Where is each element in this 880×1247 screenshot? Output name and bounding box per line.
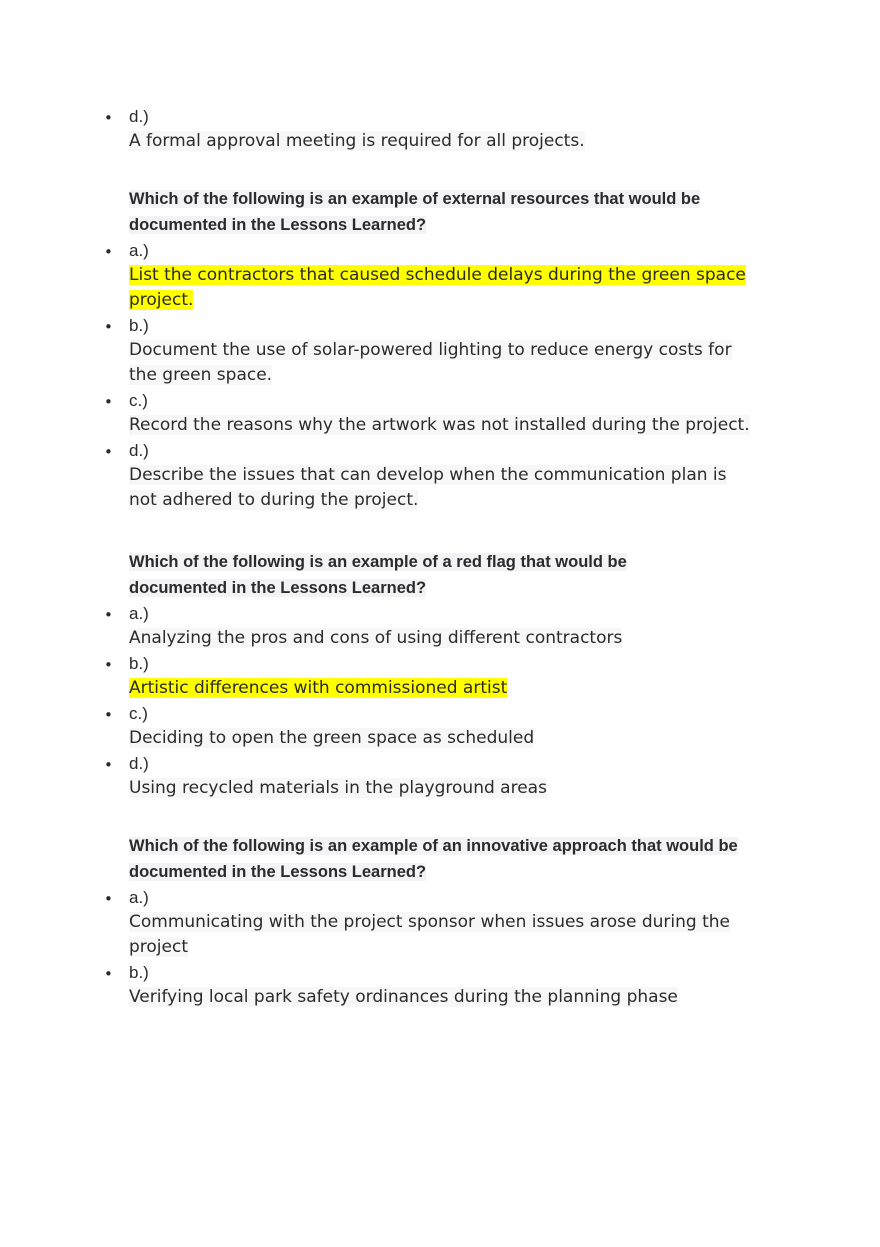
bullet-icon: • (104, 243, 113, 261)
question-block (104, 549, 754, 801)
question-block (104, 186, 754, 513)
option-text: Using recycled materials in the playground areas (129, 778, 547, 798)
question-block (104, 833, 754, 1010)
bullet-icon: • (104, 706, 113, 724)
option-text: Record the reasons why the artwork was not installed during the project. (129, 415, 750, 435)
option-letter: a.) (129, 604, 149, 623)
bullet-icon: • (104, 890, 113, 908)
option-text: Deciding to open the green space as scheduled (129, 728, 535, 748)
option-letter: d.) (129, 441, 149, 460)
list-item (104, 438, 754, 513)
list-item (104, 238, 754, 313)
quiz-content (104, 104, 754, 1010)
option-text: Analyzing the pros and cons of using different contractors (129, 628, 623, 648)
bullet-icon: • (104, 443, 113, 461)
list-item (104, 960, 754, 1010)
question-text: Which of the following is an example of external resources that would be documented in the Lessons Learned? (129, 190, 701, 234)
option-text: Communicating with the project sponsor when issues arose during the project (129, 912, 730, 957)
bullet-icon: • (104, 393, 113, 411)
question-text: Which of the following is an example of a red flag that would be documented in the Lessons Learned? (129, 553, 627, 597)
option-text: Describe the issues that can develop when the communication plan is not adhered to during the project. (129, 465, 727, 510)
option-letter: c.) (129, 391, 148, 410)
option-letter: b.) (129, 316, 149, 335)
option-letter: b.) (129, 654, 149, 673)
option-letter: d.) (129, 754, 149, 773)
bullet-icon: • (104, 606, 113, 624)
option-letter: a.) (129, 241, 149, 260)
option-text: Verifying local park safety ordinances during the planning phase (129, 987, 678, 1007)
list-item (104, 601, 754, 651)
list-item (104, 751, 754, 801)
list-item (104, 701, 754, 751)
option-text-highlighted: List the contractors that caused schedule delays during the green space project. (129, 265, 746, 310)
list-item (104, 651, 754, 701)
bullet-icon: • (104, 965, 113, 983)
list-item (104, 104, 754, 154)
question-text: Which of the following is an example of an innovative approach that would be documented in the Lessons Learned? (129, 837, 738, 881)
list-item (104, 313, 754, 388)
list-item (104, 885, 754, 960)
option-text: A formal approval meeting is required for all projects. (129, 131, 585, 151)
option-letter: c.) (129, 704, 148, 723)
bullet-icon: • (104, 656, 113, 674)
list-item (104, 388, 754, 438)
option-text: Document the use of solar-powered lighting to reduce energy costs for the green space. (129, 340, 732, 385)
bullet-icon: • (104, 109, 113, 127)
option-text-highlighted: Artistic differences with commissioned artist (129, 678, 508, 698)
option-letter: d.) (129, 107, 149, 126)
option-letter: a.) (129, 888, 149, 907)
bullet-icon: • (104, 318, 113, 336)
bullet-icon: • (104, 756, 113, 774)
option-letter: b.) (129, 963, 149, 982)
